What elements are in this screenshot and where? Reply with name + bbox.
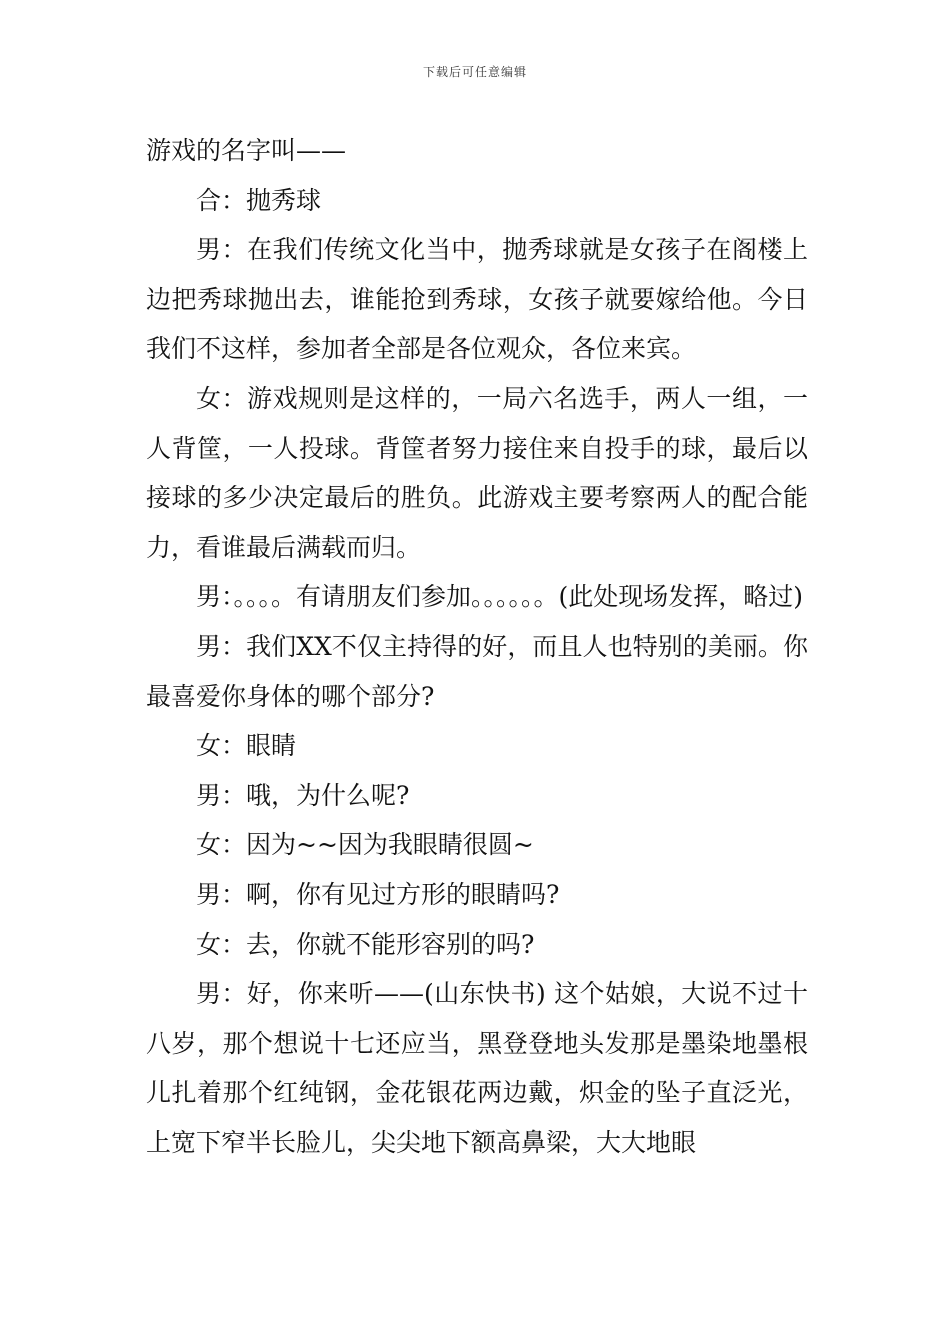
paragraph-male-invite: 男：。。。。有请朋友们参加。。。。。。(此处现场发挥，略过) xyxy=(196,582,804,612)
paragraph-female-describe: 女：去，你就不能形容别的吗? xyxy=(196,929,535,959)
page-header: 下载后可任意编辑 xyxy=(422,65,527,79)
paragraph-male-tradition: 男：在我们传统文化当中，抛秀球就是女孩子在阁楼上边把秀球抛出去，谁能抢到秀球，女孩子就要嫁给他。今日我们不这样，参加者全部是各位观众，各位来宾。 xyxy=(146,235,808,364)
paragraph-female-eyes: 女：眼睛 xyxy=(196,731,297,761)
paragraph-together: 合：抛秀球 xyxy=(196,185,322,215)
document-body xyxy=(146,126,808,1167)
paragraph-male-square: 男：啊，你有见过方形的眼睛吗? xyxy=(196,879,560,909)
paragraph-game-name: 游戏的名字叫—— xyxy=(146,136,347,165)
paragraph-male-why: 男：哦，为什么呢? xyxy=(196,780,410,810)
paragraph-female-round: 女：因为~~因为我眼睛很圆~ xyxy=(196,830,534,860)
paragraph-male-question: 男：我们XX不仅主持得的好，而且人也特别的美丽。你最喜爱你身体的哪个部分? xyxy=(146,631,808,711)
paragraph-male-shandong-kuaishu: 男：好，你来听——(山东快书) 这个姑娘，大说不过十八岁，那个想说十七还应当，黑登登地头发那是墨染地墨根儿扎着那个红纯钢，金花银花两边戴，炽金的坠子直泛光，上宽下窄半长脸儿，尖尖地下额高鼻梁，大大地眼 xyxy=(146,979,808,1157)
paragraph-female-rules: 女：游戏规则是这样的，一局六名选手，两人一组，一人背筐，一人投球。背筐者努力接住来自投手的球，最后以接球的多少决定最后的胜负。此游戏主要考察两人的配合能力，看谁最后满载而归。 xyxy=(146,383,808,562)
